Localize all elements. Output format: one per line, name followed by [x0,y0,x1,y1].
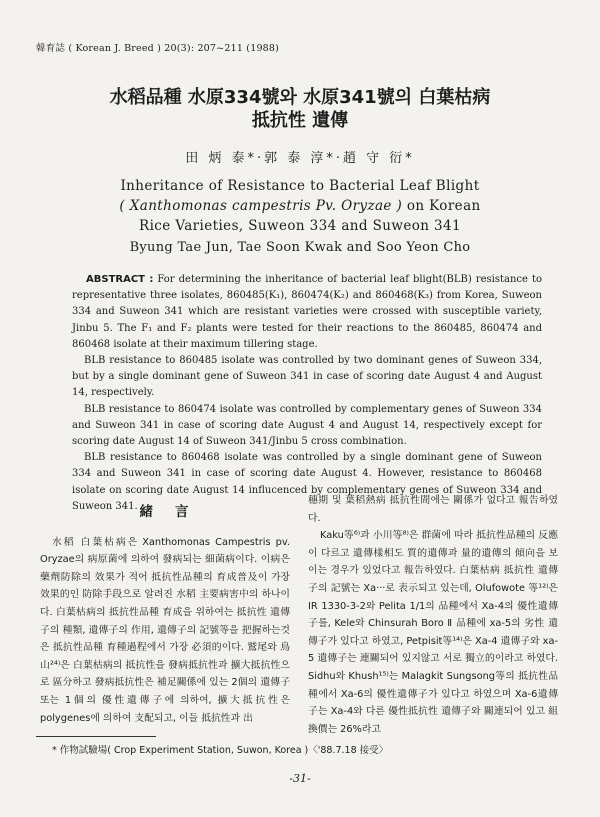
abstract-paragraph-2: BLB resistance to 860485 isolate was controlled by two dominant genes of Suweon 334, but by a single dominant gene of Suweon 341 in case of scoring date August 4 and August 14, respectively. [72,355,542,399]
right-column [308,492,558,738]
footnote-rule [36,736,156,737]
korean-title-line2: 抵抗性 遺傳 [251,110,349,131]
english-title-line1: Inheritance of Resistance to Bacterial Leaf Blight [120,178,480,194]
english-title-line2 [0,196,600,216]
left-column [40,496,290,727]
abstract-paragraph-1 [72,272,542,353]
english-title-pathogen: ( Xanthomonas campestris Pv. Oryzae ) [119,198,403,214]
intro-paragraph-1: 水稻 白葉枯病은 Xanthomonas Campestris pv. Oryzae의 病原菌에 의하여 發病되는 細菌病이다. 이病은 藥劑防除의 效果가 적어 抵抗性品種의 育成普及이 가장 效果的인 防除手段으로 알려진 水稻 主要病害中의 하나이다. 白葉枯病의 抵抗性品種 育成을 위하여는 抵抗性 遺傳子의 種類, 遺傳子의 作用, 遺傳子의 記號等을 把握하는것은 抵抗性品種 育種過程에서 가장 必須的이다. 鷲尾와 鳥山²⁴⁾은 白葉枯病의 抵抗性을 發病抵抗性과 擴大抵抗性으로 區分하고 發病抵抗性은 補足關係에 있는 2個의 遺傳子 또는 1個의 優性遺傳子에 의하여, 擴大抵抗性은 polygenes에 의하여 支配되고, 이들 抵抗性과 出 [40,536,290,724]
abstract-label: ABSTRACT : [86,274,154,285]
running-head: 韓育誌 ( Korean J. Breed ) 20(3): 207~211 (1988) [36,43,280,54]
english-title-line2-tail: on Korean [402,198,481,214]
page-number: -31- [289,772,311,785]
section-heading-introduction: 緒言 [139,504,211,520]
intro-paragraph-2: Kaku等⁶⁾과 小川等⁸⁾은 群菌에 따라 抵抗性品種의 反應이 다르고 遺傳樣相도 質的遺傳과 量的遺傳의 傾向을 보이는 경우가 있었다고 報告하였다. 白葉枯病 抵抗性 遺傳子의 記號는 Xa···로 表示되고 있는데, Olufowote 等¹²⁾은 IR 1330-3-2와 Pelita 1/1의 品種에서 Xa-4의 優性遺傳子를, Kele와 Chinsurah Boro Ⅱ 品種에 xa-5의 劣性 遺傳子가 있다고 하였고, Petpisit等¹⁴⁾은 Xa-4 遺傳子와 xa-5 遺傳子는 連關되어 있지않고 서로 獨立的이라고 하였다. Sidhu와 Khush¹⁵⁾는 Malagkit Sungsong等의 抵抗性品種에서 Xa-6의 優性遺傳子가 있다고 하였으며 Xa-6遺傳子는 Xa-4와 다른 優性抵抗性 遺傳子와 關連되어 있고 組換價는 26%라고 [308,530,558,735]
english-authors: Byung Tae Jun, Tae Soon Kwak and Soo Yeon Cho [129,240,471,255]
abstract-paragraph-4: BLB resistance to 860468 isolate was controlled by a single dominant gene of Suweon 334 and Suweon 341 in case of scoring date August 4. However, resistance to 860468 isolate on scoring date August 14 influcenced by complementary genes of Suweon 334 and Suweon 341. [72,452,542,512]
korean-authors: 田 炳 泰*·郭 泰 淳*·趙 守 衍* [185,151,415,166]
abstract [72,272,542,515]
footnote-affiliation: * 作物試驗場( Crop Experiment Station, Suwon, Korea )〈'88.7.18 接受〉 [52,745,389,756]
korean-title-line1: 水稻品種 水原334號와 水原341號의 白葉枯病 [109,87,491,108]
abstract-paragraph-3: BLB resistance to 860474 isolate was controlled by complementary genes of Suweon 334 and Suweon 341 in case of scoring date August 4 and August 14, respectively except for scoring date August 14 of Suweon 341/Jinbu 5 cross combination. [72,403,542,448]
abstract-text-1: For determining the inheritance of bacterial leaf blight(BLB) resistance to representative three isolates, 860485(K₁), 860474(K₂) and 860468(K₃) from Korea, Suweon 334 and Suweon 341 which are resistant varieties were crossed with susceptible variety, Jinbu 5. The F₁ and F₂ plants were tested for their reactions to the 860485, 860474 and 860468 isolate at their maximum tillering stage. [72,274,542,350]
english-title-line3: Rice Varieties, Suweon 334 and Suweon 341 [139,218,461,234]
intro-paragraph-continued: 穗期 및 葉稻熱病 抵抗性間에는 關係가 없다고 報告하였다. [308,495,558,524]
